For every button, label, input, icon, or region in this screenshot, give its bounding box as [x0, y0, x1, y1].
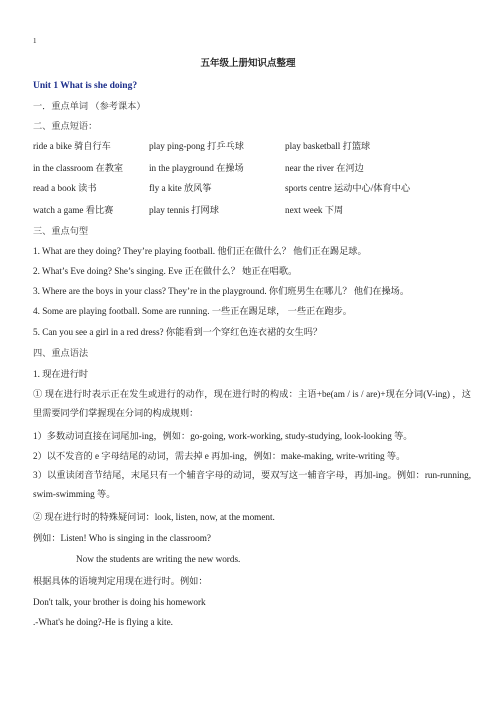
sentence-line: 5. Can you see a girl in a red dress? 你能看到一个穿红色连衣裙的女生吗？: [33, 327, 323, 337]
phrase-cell: next week 下周: [285, 205, 344, 215]
grammar-paragraph: ② 现在进行时的特殊疑问词：look, listen, now, at the moment.: [33, 512, 275, 522]
phrase-cell: near the river 在河边: [285, 163, 364, 173]
example-line: 例如：Listen! Who is singing in the classroom?: [33, 533, 211, 543]
phrase-cell: sports centre 运动中心/体育中心: [285, 183, 411, 193]
section-phrases: 二、重点短语：: [33, 121, 98, 131]
phrase-cell: play basketball 打篮球: [285, 141, 371, 151]
grammar-rule: 2）以不发音的 e 字母结尾的动词，需去掉 e 再加-ing，例如：make-making, write-writing 等。: [33, 451, 406, 461]
section-sentences: 三、重点句型: [33, 226, 89, 236]
phrase-cell: ride a bike 骑自行车: [33, 141, 111, 151]
grammar-rule: 3）以重读闭音节结尾，末尾只有一个辅音字母的动词，要双写这一辅音字母，再加-ing。例如：run-running, swim-swimming 等。: [33, 470, 471, 499]
phrase-cell: play ping-pong 打乒乓球: [149, 141, 244, 151]
grammar-paragraph: ① 现在进行时表示正在发生或进行的动作，现在进行时的构成：主语+be(am / is / are)+现在分词(V-ing) ，这里需要同学们掌握现在分词的构成规则：: [33, 389, 471, 418]
phrase-cell: watch a game 看比赛: [33, 205, 114, 215]
context-example: .-What's he doing?-He is flying a kite.: [33, 617, 173, 627]
phrase-cell: play tennis 打网球: [149, 205, 219, 215]
grammar-rule: 1）多数动词直接在词尾加-ing，例如：go-going, work-working, study-studying, look-looking 等。: [33, 431, 413, 441]
context-line: 根据具体的语境判定用现在进行时。例如：: [33, 576, 208, 586]
section-grammar: 四、重点语法: [33, 348, 89, 358]
unit-heading: Unit 1 What is she doing?: [33, 81, 138, 91]
context-example: Don't talk, your brother is doing his homework: [33, 597, 206, 607]
section-vocabulary: 一．重点单词 （参考课本）: [33, 101, 146, 111]
sentence-line: 2. What’s Eve doing? She’s singing. Eve 正在做什么？ 她正在唱歌。: [33, 266, 298, 276]
sentence-line: 1. What are they doing? They’re playing football. 他们正在做什么？ 他们正在踢足球。: [33, 246, 367, 256]
document-title: 五年级上册知识点整理: [200, 59, 296, 69]
sentence-line: 3. Where are the boys in your class? They’re in the playground. 你们班男生在哪儿？ 他们在操场。: [33, 286, 410, 296]
example-line: Now the students are writing the new words.: [76, 554, 241, 564]
page-number: 1: [33, 37, 37, 45]
sentence-line: 4. Some are playing football. Some are running. 一些正在踢足球， 一些正在跑步。: [33, 306, 352, 316]
phrase-cell: in the classroom 在教室: [33, 163, 124, 173]
phrase-cell: fly a kite 放风筝: [149, 183, 212, 193]
phrase-cell: read a book 读书: [33, 183, 97, 193]
grammar-title: 1. 现在进行时: [33, 369, 89, 379]
phrase-cell: in the playground 在操场: [149, 163, 244, 173]
